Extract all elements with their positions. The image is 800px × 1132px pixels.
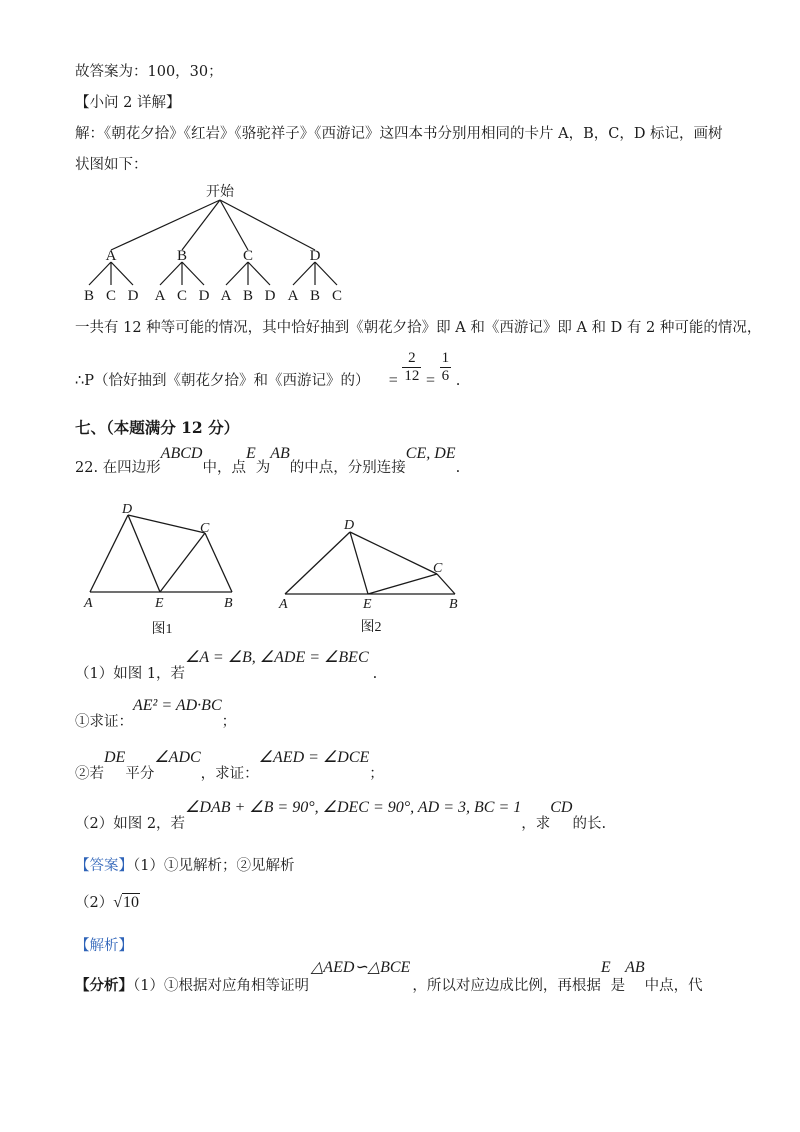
tree-node: B xyxy=(176,248,188,264)
solution-line: 一共有 12 种等可能的情况，其中恰好抽到《朝花夕拾》即 A 和《西游记》即 A 和 D 有 2 种可能的情况， xyxy=(75,320,762,336)
question-text: 中，点 xyxy=(202,460,246,476)
vertex-label: D xyxy=(344,518,355,533)
tree-leaf: C xyxy=(105,288,117,304)
math-expr: △AED∽△BCE xyxy=(310,959,411,976)
analysis-text: （1）①根据对应角相等证明 xyxy=(133,978,309,994)
question-text: ①求证： xyxy=(75,714,133,730)
question-text: . xyxy=(455,460,461,476)
question-text: 平分 xyxy=(125,766,155,782)
math-expr: ∠A = ∠B, ∠ADE = ∠BEC xyxy=(185,649,369,666)
vertex-label: E xyxy=(155,596,164,611)
equals-sign: = xyxy=(425,371,435,389)
answer-block xyxy=(75,856,294,876)
question-22 xyxy=(75,445,461,482)
vertex-label: B xyxy=(449,597,458,612)
math-expr: AB xyxy=(270,445,290,462)
analysis-line xyxy=(75,959,703,996)
tree-leaf: B xyxy=(242,288,254,304)
answer-text: （1）①见解析；②见解析 xyxy=(133,858,295,874)
sqrt-expr xyxy=(113,893,140,911)
math-expr: ∠AED = ∠DCE xyxy=(258,749,370,766)
math-expr: E xyxy=(245,445,256,462)
question-text: ； xyxy=(221,714,237,730)
question-text: 的长. xyxy=(572,816,607,832)
subquestion-heading: 【小问 2 详解】 xyxy=(75,95,181,111)
math-expr: CE, DE xyxy=(405,445,456,462)
tree-leaf: D xyxy=(127,288,139,304)
math-expr: DE xyxy=(104,749,126,766)
math-expr: AE² = AD·BC xyxy=(133,697,222,714)
math-expr: E xyxy=(600,959,611,976)
tree-leaf: A xyxy=(220,288,232,304)
vertex-label: A xyxy=(84,596,93,611)
fraction xyxy=(440,350,452,385)
figure-caption: 图2 xyxy=(360,620,382,635)
vertex-label: D xyxy=(122,502,133,517)
answer-text: （2） xyxy=(75,895,114,911)
vertex-label: B xyxy=(224,596,233,611)
tree-leaf: D xyxy=(198,288,210,304)
denominator: 6 xyxy=(441,368,450,384)
question-text: . xyxy=(372,666,378,682)
tree-node: A xyxy=(105,248,117,264)
numerator: 2 xyxy=(402,350,421,368)
answer-block xyxy=(75,893,140,913)
tree-leaf: C xyxy=(176,288,188,304)
tree-node: D xyxy=(309,248,321,264)
analysis-label: 【分析】 xyxy=(75,977,133,994)
equals-sign: = xyxy=(388,371,398,389)
solution-line: 解：《朝花夕拾》《红岩》《骆驼祥子》《西游记》这四本书分别用相同的卡片 A，B，C，D 标记，画树 xyxy=(75,126,723,142)
math-expr: ABCD xyxy=(160,445,203,462)
math-expr: ∠ADC xyxy=(154,749,201,766)
answer-tag: 【答案】 xyxy=(75,858,133,874)
tree-leaf: B xyxy=(83,288,95,304)
question-text: ，求 xyxy=(521,816,551,832)
tree-leaf: B xyxy=(309,288,321,304)
tree-leaf: D xyxy=(264,288,276,304)
part-2 xyxy=(75,799,607,836)
tree-leaf: A xyxy=(287,288,299,304)
part-1-i xyxy=(75,697,237,734)
math-expr: AB xyxy=(625,959,645,976)
analysis-tag: 【解析】 xyxy=(75,938,133,954)
question-text: 的中点，分别连接 xyxy=(289,460,406,476)
sqrt-symbol: √ xyxy=(113,894,123,911)
tree-leaf: C xyxy=(331,288,343,304)
figure-caption: 图1 xyxy=(151,622,173,637)
probability-text: ∴P（恰好抽到《朝花夕拾》和《西游记》的） xyxy=(75,372,370,389)
answer-line: 故答案为：100，30； xyxy=(75,64,223,80)
fraction xyxy=(402,350,421,385)
question-text: ； xyxy=(369,766,384,782)
period: . xyxy=(455,372,461,389)
math-expr: ∠DAB + ∠B = 90°, ∠DEC = 90°, AD = 3, BC = 1 xyxy=(185,799,522,816)
tree-diagram xyxy=(70,172,370,312)
question-text: 22. 在四边形 xyxy=(75,460,161,476)
math-expr: CD xyxy=(550,799,573,816)
probability-line xyxy=(75,350,460,396)
denominator: 12 xyxy=(404,368,420,384)
part-1-ii xyxy=(75,749,384,786)
numerator: 1 xyxy=(441,350,450,366)
tree-node: C xyxy=(242,248,254,264)
vertex-label: C xyxy=(433,561,443,576)
analysis-text: 中点，代 xyxy=(644,978,703,994)
solution-line: 状图如下： xyxy=(75,157,148,173)
question-text: ②若 xyxy=(75,766,104,782)
section-heading: 七、（本题满分 12 分） xyxy=(75,418,240,437)
question-text: ，求证： xyxy=(200,766,259,782)
vertex-label: C xyxy=(200,521,210,536)
analysis-text: 是 xyxy=(610,978,626,994)
tree-leaf: A xyxy=(154,288,166,304)
part-1 xyxy=(75,649,378,686)
vertex-label: E xyxy=(363,597,372,612)
question-text: 为 xyxy=(255,460,271,476)
tree-root: 开始 xyxy=(206,184,234,200)
analysis-text: ，所以对应边成比例，再根据 xyxy=(412,978,601,994)
figure-2 xyxy=(275,512,475,637)
question-text: （1）如图 1，若 xyxy=(75,666,186,682)
vertex-label: A xyxy=(279,597,288,612)
radicand: 10 xyxy=(123,894,140,911)
figure-1 xyxy=(80,500,250,640)
question-text: （2）如图 2，若 xyxy=(75,816,186,832)
